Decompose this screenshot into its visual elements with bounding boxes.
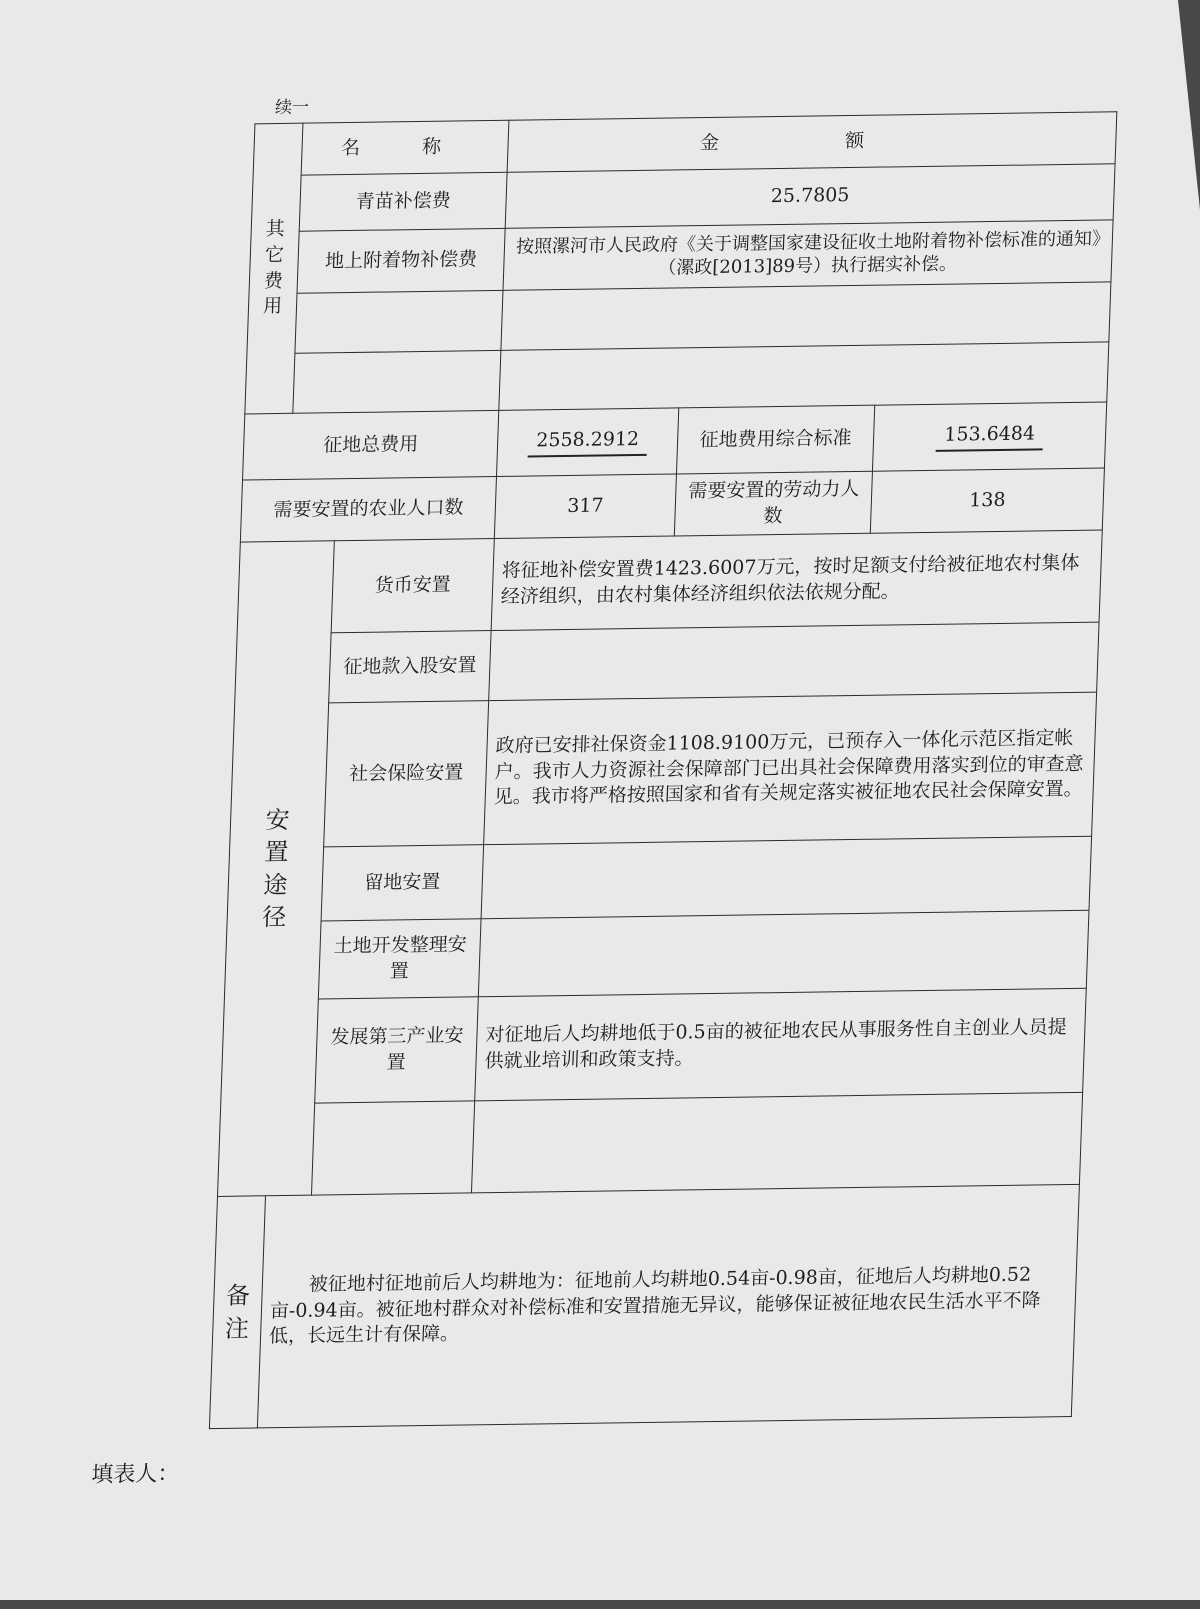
vertical-char: 其 <box>265 218 286 241</box>
empty-row <box>217 1092 1082 1196</box>
resettlement-content: 将征地补偿安置费1423.6007万元，按时足额支付给被征地农村集体经济组织，由农村集体经济组织依法依规分配。 <box>491 530 1102 631</box>
resettlement-row <box>221 988 1087 1104</box>
composite-standard-label: 征地费用综合标准 <box>676 405 874 474</box>
land-acquisition-table <box>209 111 1118 1429</box>
resettlement-row <box>230 692 1097 848</box>
empty-cell <box>311 1101 474 1195</box>
total-cost-value: 2558.2912 <box>528 427 648 458</box>
vertical-char: 注 <box>224 1314 250 1343</box>
composite-standard-cell <box>872 402 1106 471</box>
fee-name: 地上附着物补偿费 <box>297 228 505 293</box>
empty-cell <box>501 282 1111 351</box>
vertical-char: 用 <box>262 295 283 318</box>
vertical-char: 备 <box>225 1281 251 1310</box>
resettlement-row <box>227 836 1092 922</box>
resettlement-content: 对征地后人均耕地低于0.5亩的被征地农民从事服务性自主创业人员提供就业培训和政策支持。 <box>475 988 1087 1101</box>
resettlement-label: 发展第三产业安置 <box>315 997 479 1103</box>
resettlement-label: 征地款入股安置 <box>329 631 491 703</box>
header-name: 名 称 <box>301 120 509 175</box>
vertical-char: 置 <box>264 838 289 867</box>
resettlement-content: 政府已安排社保资金1108.9100万元，已预存入一体化示范区指定帐户。我市人力资源社会保障部门已出具社会保障费用落实到位的审查意见。我市将严格按照国家和省有关规定落实被征地农民社会保障安置。 <box>484 692 1097 845</box>
total-cost-cell <box>497 408 679 477</box>
resettlement-row <box>237 530 1102 634</box>
labor-force-label: 需要安置的劳动力人数 <box>674 471 872 536</box>
resettlement-content <box>478 910 1089 997</box>
empty-cell <box>293 350 501 413</box>
vertical-char: 径 <box>261 902 287 932</box>
continuation-label: 续一 <box>274 97 310 119</box>
total-cost-label: 征地总费用 <box>243 410 499 480</box>
composite-standard-value: 153.6484 <box>936 421 1044 452</box>
remarks-text: 被征地村征地前后人均耕地为：征地前人均耕地0.54亩-0.98亩，征地后人均耕地0.52亩-0.94亩。被征地村群众对补偿标准和安置措施无异议，能够保证被征地农民生活水平不降低，长远生计有保障。 <box>257 1184 1079 1428</box>
resettlement-label: 货币安置 <box>331 539 494 633</box>
empty-cell <box>295 290 503 353</box>
agri-population-value: 317 <box>494 474 676 539</box>
form-filler-label: 填表人： <box>90 1461 180 1488</box>
resettlement-content <box>481 836 1092 919</box>
agri-population-label: 需要安置的农业人口数 <box>240 476 496 542</box>
remarks-label <box>209 1196 265 1429</box>
resettlement-label: 留地安置 <box>321 845 484 921</box>
labor-force-value: 138 <box>870 468 1104 533</box>
empty-cell <box>499 342 1109 411</box>
fee-name: 青苗补偿费 <box>299 172 507 231</box>
header-amount: 金 额 <box>507 112 1117 173</box>
resettlement-label: 社会保险安置 <box>324 701 489 847</box>
resettlement-label: 土地开发整理安置 <box>318 919 481 999</box>
vertical-char: 费 <box>263 269 284 292</box>
resettlement-row <box>224 910 1089 1000</box>
totals-row <box>243 402 1107 480</box>
resettlement-row <box>235 622 1099 704</box>
fee-amount: 25.7805 <box>505 164 1115 229</box>
remarks-row <box>209 1184 1079 1428</box>
empty-cell <box>471 1092 1082 1193</box>
vertical-char: 它 <box>264 243 285 267</box>
fee-amount: 按照漯河市人民政府《关于调整国家建设征收土地附着物补偿标准的通知》（漯政[2013]89号）执行据实补偿。 <box>503 220 1113 291</box>
vertical-char: 途 <box>262 870 288 899</box>
vertical-char: 安 <box>265 805 291 834</box>
resettlement-content <box>489 622 1099 701</box>
